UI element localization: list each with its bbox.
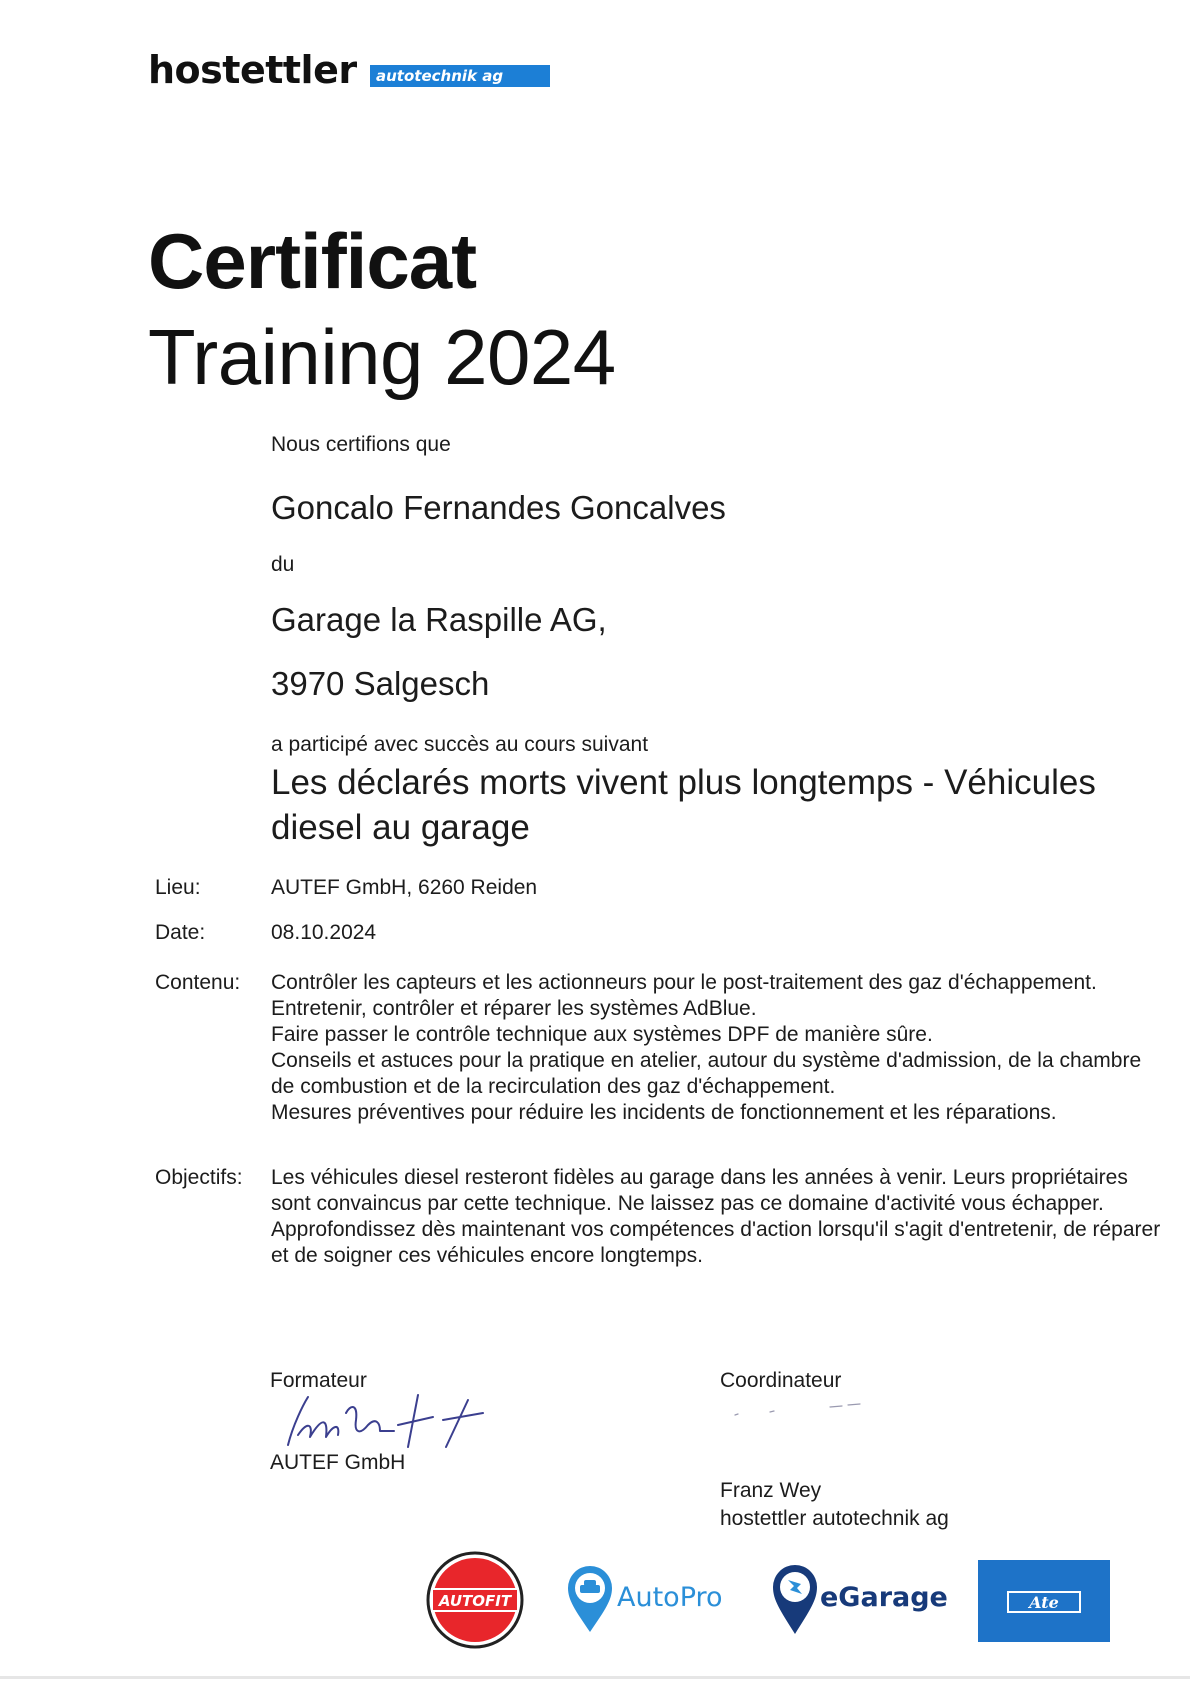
garage-name: Garage la Raspille AG, [271, 601, 607, 638]
contenu-item: Faire passer le contrôle technique aux systèmes DPF de manière sûre. [271, 1023, 933, 1046]
autofit-logo [425, 1550, 525, 1650]
course-title: Les déclarés morts vivent plus longtemps - Véhicules diesel au garage [271, 763, 1096, 847]
ate-logo [978, 1560, 1110, 1642]
formateur-label: Formateur [270, 1369, 367, 1392]
contenu-item: Contrôler les capteurs et les actionneurs pour le post-traitement des gaz d'échappement. [271, 971, 1097, 994]
map-pin-car-icon [565, 1562, 615, 1634]
participant-name: Goncalo Fernandes Goncalves [271, 489, 726, 526]
egarage-logo [770, 1560, 948, 1636]
contenu-item: Entretenir, contrôler et réparer les systèmes AdBlue. [271, 997, 757, 1020]
certificate-title: Certificat [148, 217, 477, 305]
formateur-org: AUTEF GmbH [270, 1451, 406, 1474]
map-pin-plug-icon [770, 1560, 820, 1636]
formateur-signature [268, 1375, 498, 1455]
lieu-label: Lieu: [155, 876, 201, 899]
date-label: Date: [155, 921, 206, 944]
intro-text: Nous certifions que [271, 433, 451, 456]
coordinateur-name: Franz Wey [720, 1479, 822, 1502]
autopro-logo-text: AutoPro [617, 1582, 723, 1613]
date-value: 08.10.2024 [271, 921, 377, 944]
contenu-item: Mesures préventives pour réduire les incidents de fonctionnement et les réparations. [271, 1101, 1057, 1124]
logo-tagline: autotechnik ag [370, 65, 550, 87]
bottom-rule [0, 1676, 1190, 1679]
objectifs-label: Objectifs: [155, 1166, 243, 1189]
ate-logo-text: Ate [1029, 1593, 1059, 1612]
logo-word: hostettler [148, 48, 357, 92]
lieu-value: AUTEF GmbH, 6260 Reiden [271, 876, 538, 899]
egarage-logo-text: eGarage [820, 1582, 948, 1613]
autofit-logo-text: AUTOFIT [438, 1592, 512, 1610]
coordinateur-signature [730, 1395, 870, 1425]
autopro-logo [565, 1562, 740, 1634]
coordinateur-org: hostettler autotechnik ag [720, 1507, 949, 1530]
objectifs-value: Les véhicules diesel resteront fidèles au garage dans les années à venir. Leurs propriétaires sont convaincus par cette technique. Ne laissez pas ce domaine d'activité vous échapper. Approfondissez dès maintenant vos compétences d'action lorsqu'il s'agit d'entretenir, de réparer et de soigner ces véhicules encore longtemps. [271, 1166, 1161, 1267]
contenu-label: Contenu: [155, 971, 241, 994]
contenu-item: Conseils et astuces pour la pratique en atelier, autour du système d'admission, de la chambre de combustion et de la recirculation des gaz d'échappement. [271, 1049, 1142, 1098]
participated-text: a participé avec succès au cours suivant [271, 733, 649, 756]
du-text: du [271, 553, 295, 576]
contenu-list [271, 970, 1166, 1126]
certificate-subtitle: Training 2024 [148, 313, 616, 401]
garage-city: 3970 Salgesch [271, 665, 490, 702]
coordinateur-label: Coordinateur [720, 1369, 842, 1392]
